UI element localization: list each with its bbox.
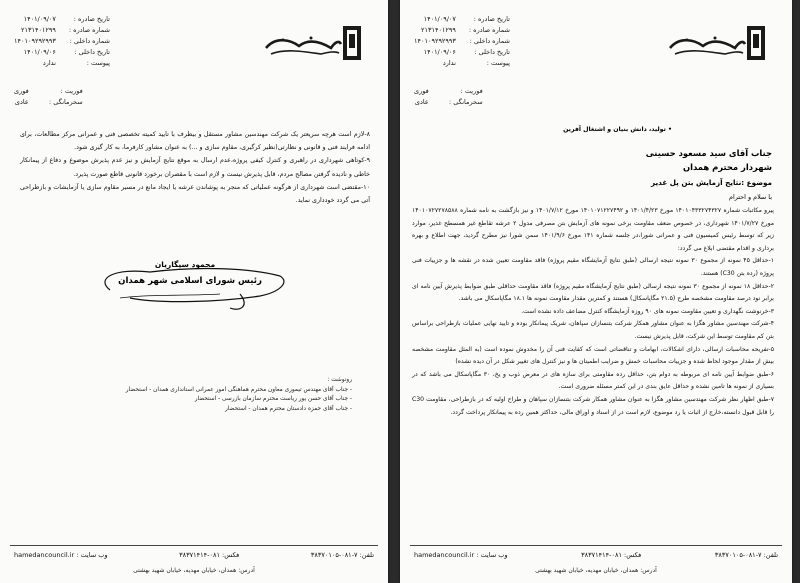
footer-website-label: وب سایت : [76,551,108,559]
body-paragraph: پیرو مکاتبات شماره ۱۴۰۱۰۴۳۳۲۷۴۳۲۷ مورخ ۱۴۰۱/۴/۲۳ و ۱۴۰۱۰۷۱۲۲۷۴۹۲ مورخ ۱۴۰۱/۷/۱۲ و نیز بازگشت به نامه شماره ۱۴۰۱۰۷۲۷۲۷۸۵۸۸ مورخ ۱۴۰۱/۷/۲۷ شهرداری، در خصوص ضعف مقاومت برخی نمونه های آزمایش بتن مصرفی مدول ۲ عرشه تقاطع غیر همسطح غدیر، موارد زیر که توسط رئیس کمیسیون فنی و عمرانی شورا،در جلسه شماره ۱۴۱ مورخ ۱۴۰۱/۹/۶ سمن شورا نیز مطرح گردید، جهت اطلاع و بهره برداری و اقدام مقتضی ابلاغ می گردد: [412,207,775,252]
council-logo-icon [261,18,366,68]
letter-footer [400,545,792,583]
footer-address: آدرس: همدان، خیابان مهدیه، خیابان شهید بهشتی [535,567,657,574]
cc-item: - جناب آقای حمزه دادستان محترم همدان - استحضار [225,405,352,412]
letter-metadata: تاریخ صادره : ۱۴۰۱/۰۹/۰۷ شماره صادره : ۲۱۳۱۴۰۱۲۹۹ شماره داخلی : ۱۴۰۱۰۹۲۹۲۹۹۳ تاریخ داخلی : ۱۴۰۱/۰۹/۰۶ پیوست : ندارد [14,15,110,67]
addressee-title: شهردار محترم همدان [682,162,772,172]
body-paragraph: ۱۰-مقتضی است شهرداری از هرگونه عملیاتی که منجر به پوشاندن عرشه یا ایجاد مانع در مسیر مقاوم سازی یا آزمایشات و بازطراحی آتی می گردد خودداری نماید. [20,183,370,205]
cc-list [112,376,352,414]
body-paragraph: ۸-لازم است هرچه سریعتر یک شرکت مهندسین مشاور مستقل و بیطرف با تایید کمیته تخصصی فنی و عمرانی مرکز مطالعات، برای ادامه فرایند فنی و قانونی و نظارتی(نظیر کرگیری، مقاوم سازی و ...) به عنوان مشاور کارفرما، به کار گیری شود. [20,131,370,152]
slogan-bullet-icon: • [665,126,672,133]
footer-website-label: وب سایت : [476,551,508,559]
urgency-block: فوریت : فوری سحرمانگی : عادی [414,87,483,106]
letter-page-2 [0,0,388,583]
letter-subject: موضوع :نتایج آزمایش بتن پل غدیر [651,178,772,187]
footer-address: آدرس: همدان، خیابان مهدیه، خیابان شهید بهشتی [133,567,255,574]
body-paragraph: ۳-خرنوشت نگهداری و تعیین مقاومت نمونه های ۹۰ روزه آزمایشگاه کنترل مضاعف داده نشده است. [521,307,774,315]
signature-block [90,258,300,316]
body-paragraph: ۷-طبق اظهار نظر شرکت مهندسین مشاور هگزا به عنوان مشاور همکار شرکت بتنسازان سپاهان و طراح اولیه که در بازطراحی، مقاومت C30 را قابل قبول دانسته،خارج از اثبات یا رد موضوع، لازم است در از اسناد و اوراق مالی، حداکثر همین رده به پیمانکار پرداخت گردد. [412,395,774,416]
footer-website: hamedancouncil.ir [414,551,475,559]
body-paragraph: ۱-حداقل ۴۵ نمونه از مجموع ۳۰ نمونه نتیجه ارسالی (طبق نتایج آزمایشگاه مقیم پروژه) فاقد مقاومت تعیین شده در نقشه ها و جزییات فنی پروژه (رده بتن C30) هستند. [412,257,774,277]
footer-website: hamedancouncil.ir [14,551,75,559]
signer-name: محمود سیگاریان [154,260,216,269]
body-paragraph: ۹-کوتاهی شهرداری در راهبری و کنترل کیفی پروژه،عدم ارسال به موقع نتایج آزمایش و نیز عدم پذیرش موضوع و دفاع از پیمانکار خاطی و نادیده گرفتن مصالح مردم، قابل پذیرش نیست و لازم است با مقصران برخورد قانونی قاطع صورت پذیرد. [20,157,370,178]
footer-contacts [14,551,374,559]
letter-metadata: تاریخ صادره : ۱۴۰۱/۰۹/۰۷ شماره صادره : ۲۱۳۱۴۰۱۲۹۹ شماره داخلی : ۱۴۰۱۰۹۲۹۲۹۹۳ تاریخ داخلی : ۱۴۰۱/۰۹/۰۶ پیوست : ندارد [414,15,510,67]
footer-fax: فکس: ۰۸۱-۳۸۳۷۱۴۱۴ [179,551,240,559]
salutation: با سلام و احترام [729,193,772,201]
year-slogan: • تولید، دانش بنیان و اشتغال آفرین [563,126,672,133]
cc-item: - جناب آقای حسن پور ریاست محترم سازمان بازرسی - استحضار [194,396,352,402]
body-paragraph: ۴-شرکت مهندسین مشاور هگزا به عنوان مشاور همکار شرکت بتنسازان سپاهان، شریک پیمانکار بوده و تایید نهایی عملیات بازطراحی براساس بتن کم مقاومت توسط این شرکت، قابل پذیرش نیست. [412,320,774,340]
cc-heading: رونوشت : [327,377,352,383]
letter-body [20,128,370,207]
addressee-name: جناب آقای سید مسعود حسینی [645,148,772,158]
urgency-block: فوریت : فوری سحرمانگی : عادی [14,87,83,106]
footer-fax: فکس: ۰۸۱-۳۸۳۷۱۴۱۴ [581,551,642,559]
cc-item: - جناب آقای مهندس تیموری معاون محترم هماهنگی امور عمرانی استانداری همدان - استحضار [125,386,352,393]
footer-contacts [414,551,778,559]
signer-title: رئیس شورای اسلامی شهر همدان [118,276,262,286]
council-logo-icon [665,18,770,68]
body-paragraph: ۵-تفریحه محاسبات ارسالی، دارای اشکالات، ابهامات و تناقضاتی است که کفایت فنی آن را مخدوش نموده است (به المثل مقاومت مشخصه بیش از مقدار موجود لحاظ شده و جزییات محاسبات خمش و ضرایب اطمینان ها و نیز کنترل های تغییر شکل در آن دیده نشده) [412,345,774,366]
letter-footer [0,545,388,583]
footer-phone: تلفن: ۷-۰۸۱-۳۸۳۷۰۱۰۵ [714,551,778,559]
footer-divider [10,545,378,546]
letter-body [412,205,774,419]
footer-phone: تلفن: ۷-۰۸۱-۳۸۳۷۰۱۰۵ [310,551,374,559]
letter-page-1 [400,0,792,583]
body-paragraph: ۲-حداقل ۱۸ نمونه از مجموع ۳۰ نمونه نتیجه ارسالی (طبق نتایج آزمایشگاه مقیم پروژه) فاقد مقاومت حداقلی طبق ضوابط پذیرش آیین نامه ای برابر نود درصد مقاومت مشخصه طرح (۲۱.۵ مگاپاسکال) هستند و کمترین مقدار مقاومت نمونه ها ۱۸.۱ مگاپاسکال می باشد. [412,282,774,303]
footer-divider [410,545,782,546]
body-paragraph: ۶-طبق ضوابط آیین نامه ای مربوطه به دوام بتن، حداقل رده مقاومتی برای سازه های در معرض ذوب و یخ، ۳۰ مگاپاسکال می باشد که در بسیاری از نمونه ها تامین نشده و حداقل عایق بندی در این کمتر مسئله ضروری است. [412,370,774,391]
